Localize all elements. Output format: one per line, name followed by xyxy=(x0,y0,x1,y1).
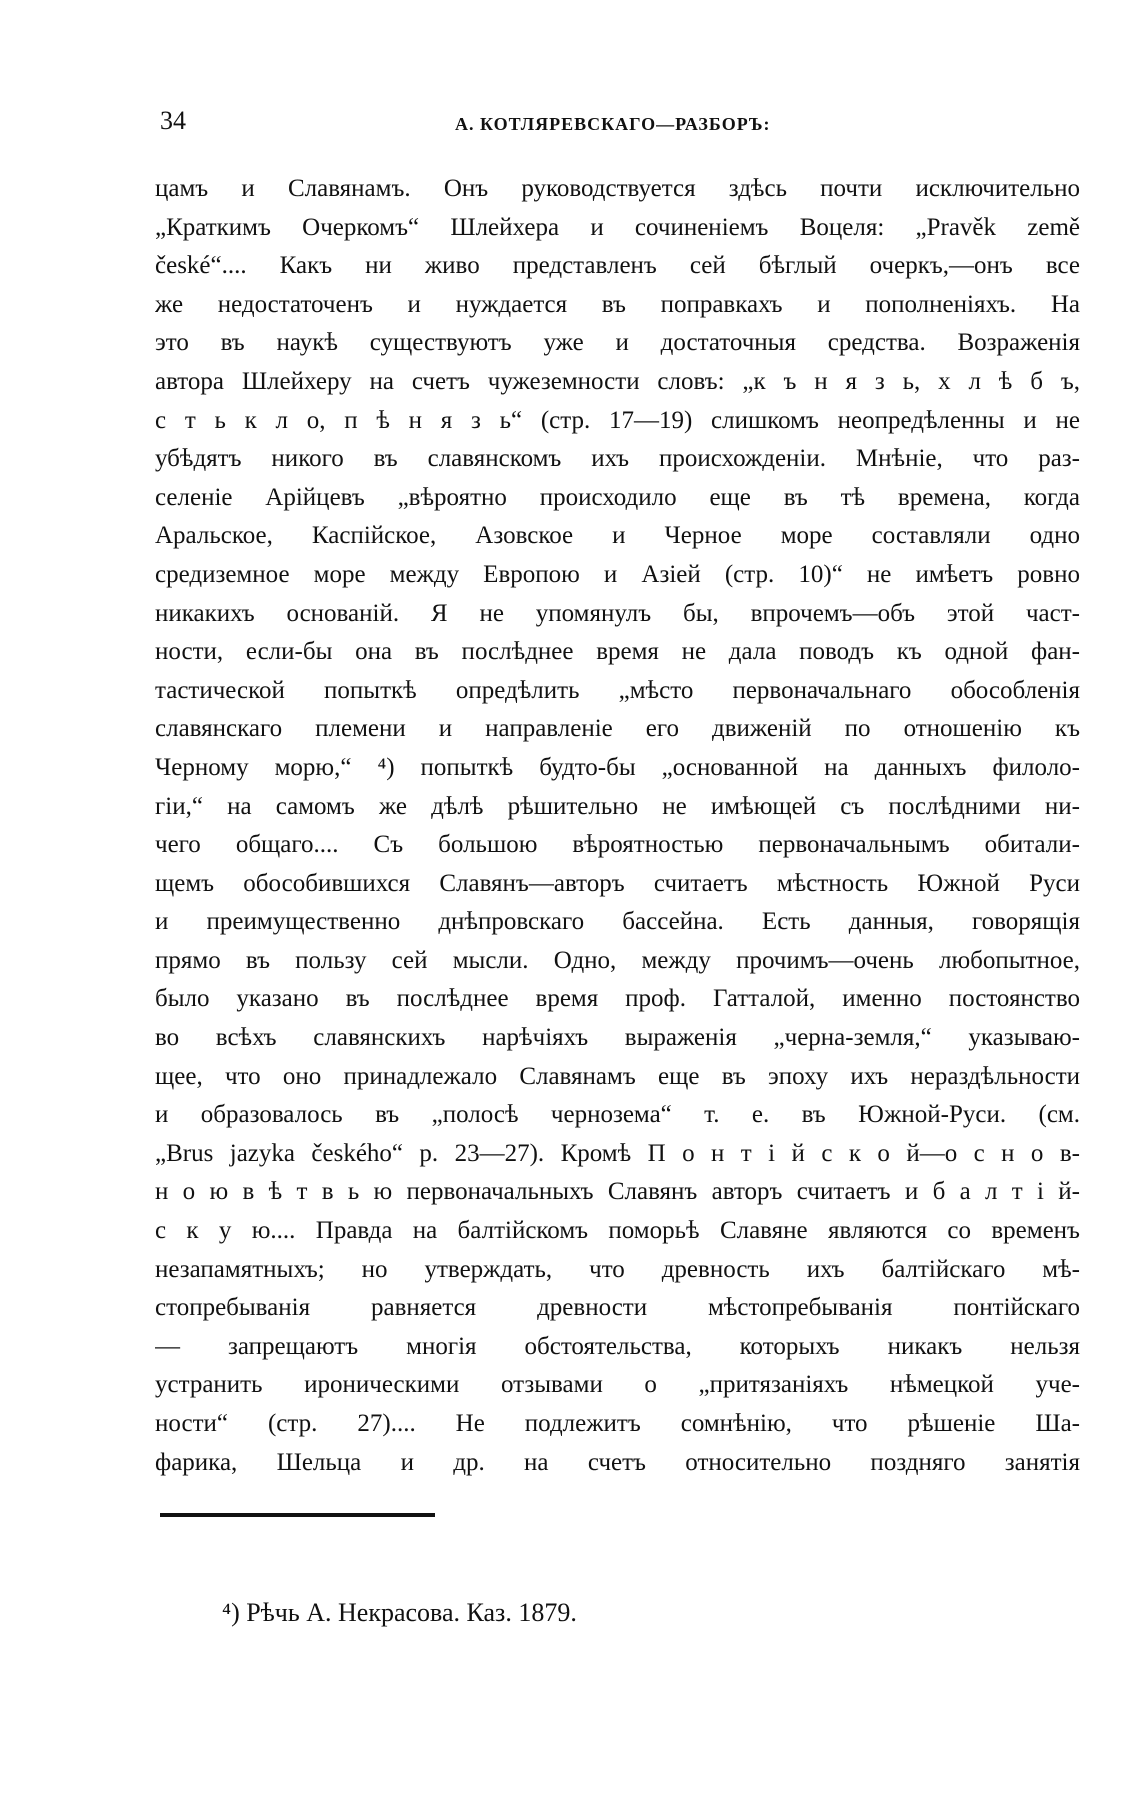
text-line: автора Шлейхеру на счетъ чужеземности словъ: „к ъ н я з ь, х л ѣ б ъ, xyxy=(155,367,1080,395)
text-line: české“.... Какъ ни живо представленъ сей бѣглый очеркъ,—онъ все xyxy=(155,252,1080,280)
text-line: же недостаточенъ и нуждается въ поправкахъ и пополненіяхъ. На xyxy=(155,290,1080,318)
text-line: тастической попыткѣ опредѣлить „мѣсто первоначальнаго обособленія xyxy=(155,676,1080,704)
text-line: ности“ (стр. 27).... Не подлежитъ сомнѣнію, что рѣшеніе Ша- xyxy=(155,1410,1080,1437)
text-line: чего общаго.... Съ большою вѣроятностью первоначальнымъ обитали- xyxy=(155,831,1080,859)
text-line: убѣдятъ никого въ славянскомъ ихъ происхожденіи. Мнѣніе, что раз- xyxy=(155,445,1080,473)
footnote: ⁴) Рѣчь А. Некрасова. Каз. 1879. xyxy=(222,1598,577,1627)
page-header xyxy=(160,106,1090,146)
body-text xyxy=(155,170,1080,1482)
text-line: — запрещаютъ многія обстоятельства, которыхъ никакъ нельзя xyxy=(155,1332,1080,1360)
text-line: щемъ обособившихся Славянъ—авторъ считаетъ мѣстность Южной Руси xyxy=(155,869,1080,897)
text-line: во всѣхъ славянскихъ нарѣчіяхъ выраженія „черна-земля,“ указываю- xyxy=(155,1024,1080,1052)
text-line: незапамятныхъ; но утверждать, что древность ихъ балтійскаго мѣ- xyxy=(155,1255,1080,1283)
text-line: и преимущественно днѣпровскаго бассейна. Есть данныя, говорящія xyxy=(155,908,1080,936)
text-line: с к у ю.... Правда на балтійскомъ поморьѣ Славяне являются со временъ xyxy=(155,1217,1080,1245)
text-line: щее, что оно принадлежало Славянамъ еще въ эпоху ихъ нераздѣльности xyxy=(155,1062,1080,1090)
text-line: было указано въ послѣднее время проф. Гатталой, именно постоянство xyxy=(155,985,1080,1013)
text-line: средиземное море между Европою и Азіей (стр. 10)“ не имѣетъ ровно xyxy=(155,560,1080,588)
text-line: селеніе Арійцевъ „вѣроятно происходило еще въ тѣ времена, когда xyxy=(155,483,1080,511)
footnote-divider xyxy=(160,1513,435,1517)
text-line: никакихъ основаній. Я не упомянулъ бы, впрочемъ—объ этой част- xyxy=(155,599,1080,627)
text-line: это въ наукѣ существуютъ уже и достаточныя средства. Возраженія xyxy=(155,329,1080,357)
text-line: „Brus jazyka českého“ p. 23—27). Кромѣ П о н т і й с к о й—о с н о в- xyxy=(155,1139,1080,1167)
text-line: цамъ и Славянамъ. Онъ руководствуется здѣсь почти исключительно xyxy=(155,175,1080,202)
text-line: и образовалось въ „полосѣ чернозема“ т. е. въ Южной-Руси. (см. xyxy=(155,1101,1080,1129)
text-line: „Краткимъ Очеркомъ“ Шлейхера и сочиненіемъ Воцеля: „Pravěk země xyxy=(155,213,1080,241)
text-line: стопребыванія равняется древности мѣстопребыванія понтійскаго xyxy=(155,1294,1080,1322)
text-line: Черному морю,“ ⁴) попыткѣ будто-бы „основанной на данныхъ филоло- xyxy=(155,753,1080,781)
text-line: славянскаго племени и направленіе его движеній по отношенію къ xyxy=(155,715,1080,743)
text-line: гіи,“ на самомъ же дѣлѣ рѣшительно не имѣющей съ послѣдними ни- xyxy=(155,792,1080,820)
text-line: устранить ироническими отзывами о „притязаніяхъ нѣмецкой уче- xyxy=(155,1371,1080,1399)
text-line: с т ь к л о, п ѣ н я з ь“ (стр. 17—19) слишкомъ неопредѣленны и не xyxy=(155,406,1080,434)
text-line: ности, если-бы она въ послѣднее время не дала поводъ къ одной фан- xyxy=(155,638,1080,666)
text-line: н о ю в ѣ т в ь ю первоначальныхъ Славянъ авторъ считаетъ и б а л т і й- xyxy=(155,1178,1080,1206)
text-line: Аральское, Каспійское, Азовское и Черное море составляли одно xyxy=(155,522,1080,550)
page-number: 34 xyxy=(160,106,186,135)
text-line: фарика, Шельца и др. на счетъ относительно поздняго занятія xyxy=(155,1448,1080,1476)
text-line: прямо въ пользу сей мысли. Одно, между прочимъ—очень любопытное, xyxy=(155,946,1080,974)
running-head: А. КОТЛЯРЕВСКАГО—РАЗБОРЪ: xyxy=(455,114,771,134)
